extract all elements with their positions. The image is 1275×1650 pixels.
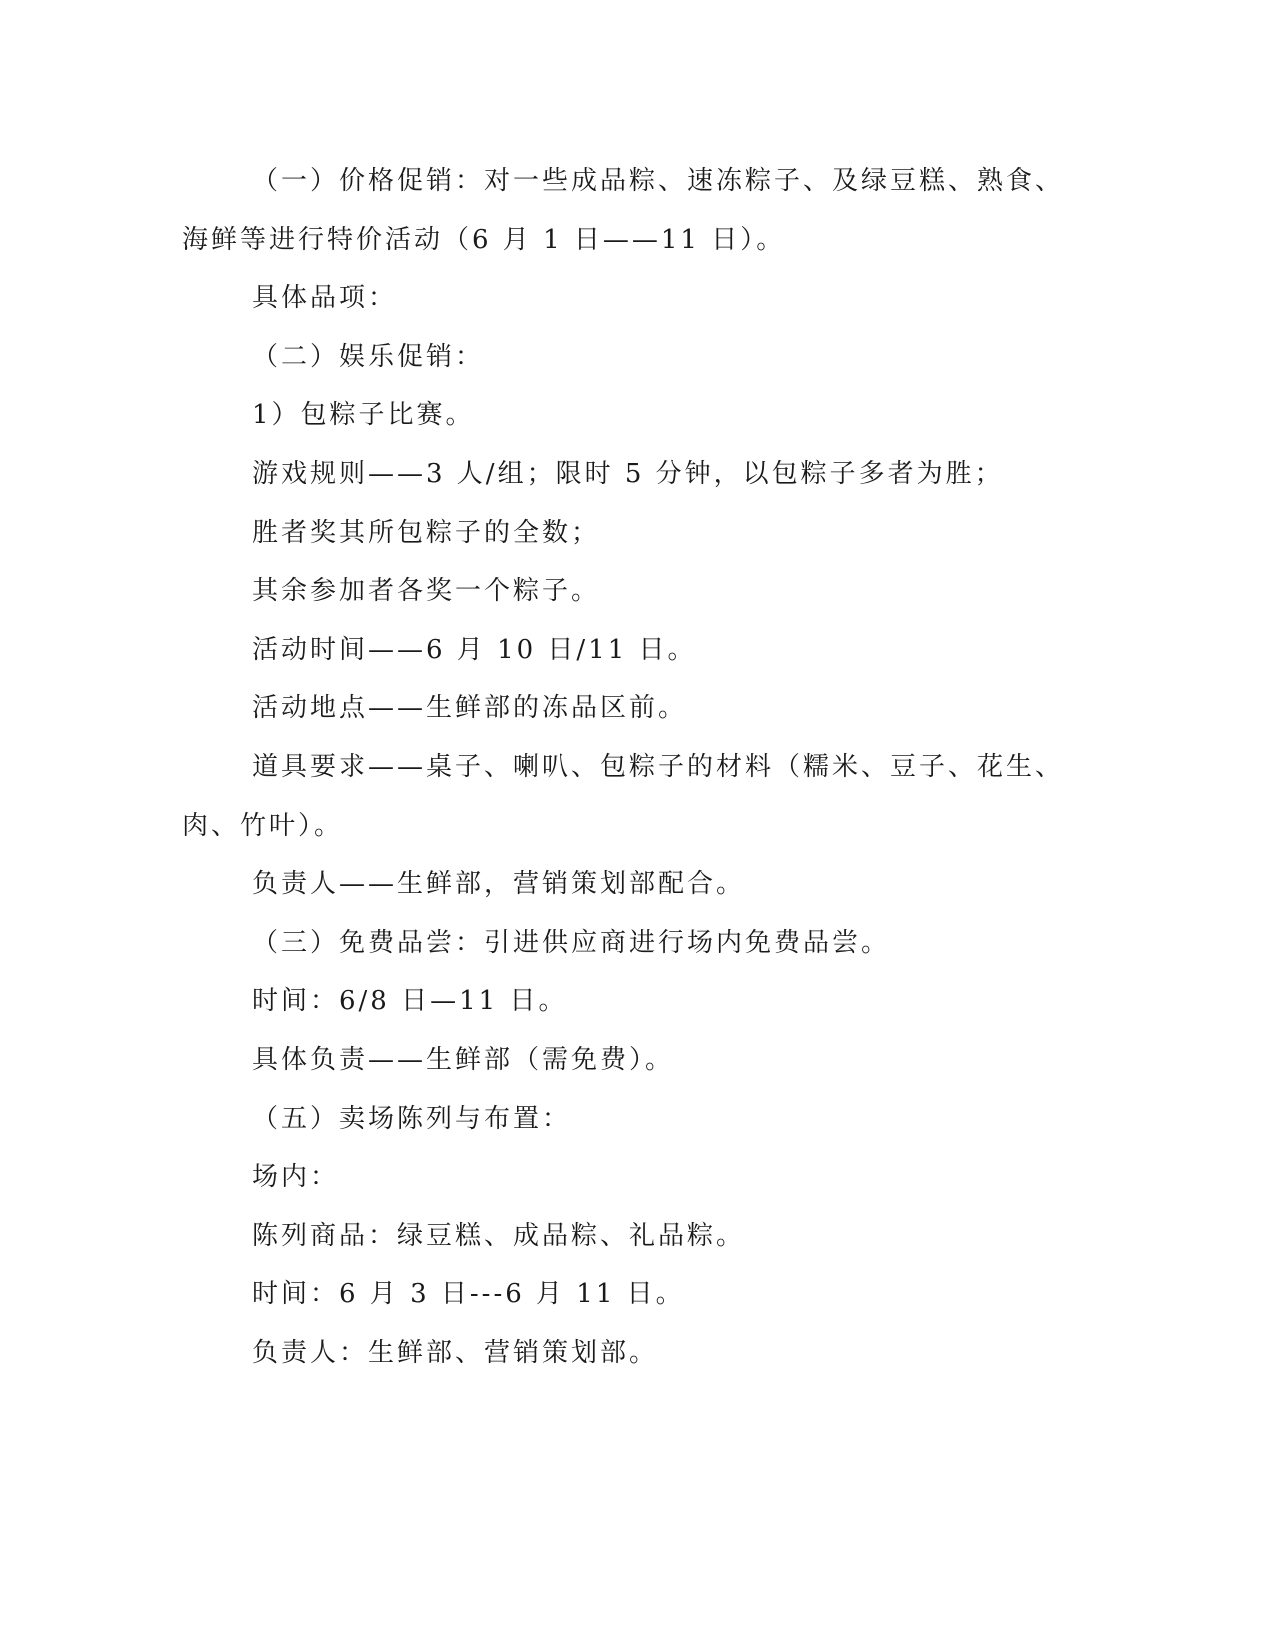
paragraph-tasting-responsible: 具体负责——生鲜部（需免费）。 [252, 1044, 675, 1075]
paragraph-zongzi-contest: 1）包粽子比赛。 [252, 400, 475, 431]
paragraph-activity-time: 活动时间——6 月 10 日/11 日。 [252, 634, 697, 665]
paragraph-game-rules: 游戏规则——3 人/组；限时 5 分钟，以包粽子多者为胜； [252, 458, 1004, 489]
paragraph-in-store: 场内： [252, 1162, 340, 1193]
paragraph-display-responsible: 负责人：生鲜部、营销策划部。 [252, 1337, 659, 1368]
document-body [182, 152, 1065, 1382]
paragraph-activity-location: 活动地点——生鲜部的冻品区前。 [252, 693, 688, 724]
heading-store-display: （五）卖场陈列与布置： [252, 1103, 572, 1134]
paragraph-tasting-time: 时间：6/8 日—11 日。 [252, 986, 568, 1017]
paragraph-price-promotion-cont: 海鲜等进行特价活动（6 月 1 日——11 日）。 [182, 224, 786, 255]
paragraph-props-required-cont: 肉、竹叶）。 [182, 810, 344, 841]
paragraph-price-promotion: （一）价格促销：对一些成品粽、速冻粽子、及绿豆糕、熟食、 [252, 166, 1065, 196]
paragraph-winner-prize: 胜者奖其所包粽子的全数； [252, 517, 601, 548]
paragraph-display-goods: 陈列商品：绿豆糕、成品粽、礼品粽。 [252, 1220, 746, 1251]
heading-free-tasting: （三）免费品尝：引进供应商进行场内免费品尝。 [252, 927, 891, 958]
paragraph-specific-items: 具体品项： [252, 283, 398, 314]
paragraph-props-required: 道具要求——桌子、喇叭、包粽子的材料（糯米、豆子、花生、 [252, 751, 1065, 782]
heading-entertainment-promotion: （二）娱乐促销： [252, 341, 485, 372]
paragraph-display-time: 时间：6 月 3 日---6 月 11 日。 [252, 1279, 685, 1310]
paragraph-responsible-contest: 负责人——生鲜部，营销策划部配合。 [252, 869, 746, 900]
paragraph-other-prize: 其余参加者各奖一个粽子。 [252, 576, 601, 607]
